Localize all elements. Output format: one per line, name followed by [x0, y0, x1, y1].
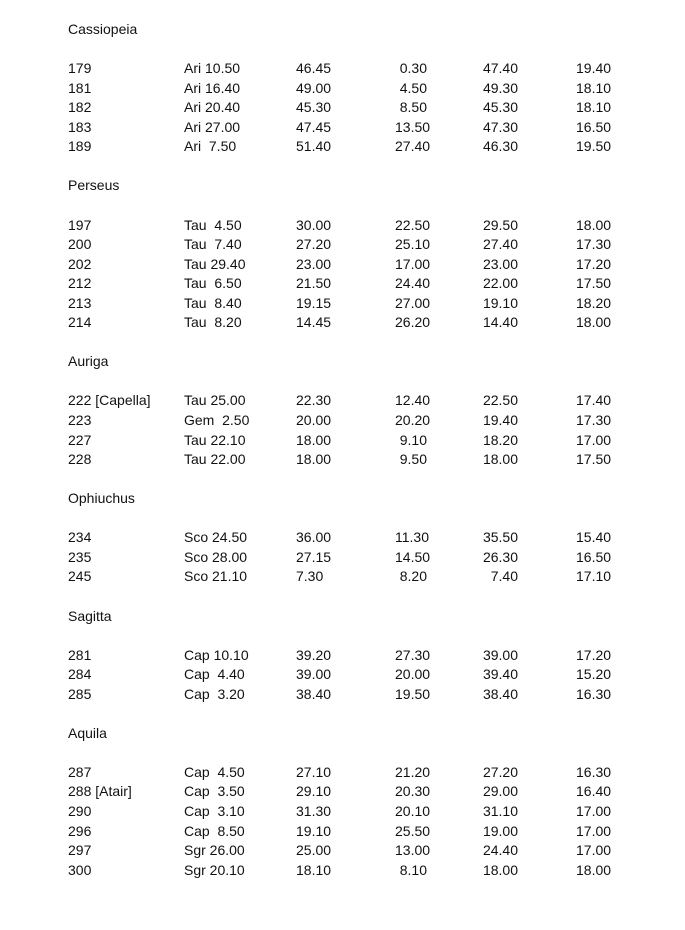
table-cell: 47.30	[482, 118, 518, 135]
table-row	[0, 215, 685, 235]
table-cell: 16.40	[576, 783, 612, 800]
table-cell: 23.00	[482, 255, 518, 272]
table-cell: 213	[68, 294, 92, 311]
table-cell: 27.40	[482, 236, 518, 253]
table-cell: 179	[68, 60, 92, 77]
table-cell: 39.40	[482, 666, 518, 683]
table-cell: 18.10	[296, 861, 332, 878]
table-cell: 14.50	[395, 548, 431, 565]
table-cell: 39.00	[482, 646, 518, 663]
table-cell: 47.45	[296, 118, 332, 135]
table-cell: 17.50	[576, 451, 612, 468]
table-cell: 8.10	[399, 861, 427, 878]
table-cell: 9.50	[399, 451, 427, 468]
table-cell: 15.20	[576, 666, 612, 683]
table-cell: 16.30	[576, 763, 612, 780]
table-cell: 19.50	[576, 138, 612, 155]
table-cell: 18.00	[482, 451, 518, 468]
table-cell: 31.30	[296, 803, 332, 819]
table-cell: 19.10	[296, 822, 332, 839]
table-cell: 39.20	[296, 646, 332, 663]
table-cell: Tau 4.50	[184, 216, 242, 233]
table-cell: Tau 22.10	[184, 431, 246, 448]
table-cell: 15.40	[576, 529, 612, 546]
table-cell: 287	[68, 763, 92, 780]
table-cell: 9.10	[399, 431, 427, 448]
table-row	[0, 781, 685, 801]
table-cell: Ari 7.50	[184, 138, 237, 155]
table-row	[0, 234, 685, 254]
table-row	[0, 254, 685, 274]
table-cell: 19.40	[482, 412, 518, 428]
table-row	[0, 273, 685, 293]
table-cell: 20.30	[395, 783, 431, 800]
table-row	[0, 566, 685, 586]
table-row	[0, 97, 685, 117]
table-cell: 23.00	[296, 255, 332, 272]
table-cell: 11.30	[395, 529, 429, 546]
table-cell: 284	[68, 666, 92, 683]
table-cell: Cap 4.40	[184, 666, 245, 683]
table-cell: Ari 27.00	[184, 118, 241, 135]
table-cell: 234	[68, 529, 92, 546]
table-cell: Sco 21.10	[184, 568, 248, 585]
table-cell: 27.20	[482, 763, 518, 780]
table-cell: 245	[68, 568, 92, 585]
table-cell: 20.20	[395, 412, 431, 428]
table-cell: 46.45	[296, 60, 332, 77]
table-cell: 17.00	[576, 822, 612, 839]
table-cell: 45.30	[296, 99, 332, 116]
table-cell: Ari 20.40	[184, 99, 241, 116]
table-cell: 235	[68, 548, 92, 565]
table-row	[0, 136, 685, 156]
table-cell: 8.20	[399, 568, 427, 585]
table-cell: 13.50	[395, 118, 431, 135]
table-cell: 12.40	[395, 392, 431, 409]
table-cell: 25.00	[296, 842, 332, 859]
table-cell: 49.00	[296, 79, 332, 96]
table-cell: Tau 8.20	[184, 314, 242, 331]
table-cell: Tau 25.00	[184, 392, 246, 409]
table-cell: 202	[68, 255, 92, 272]
table-cell: 17.50	[576, 275, 612, 292]
table-row	[0, 762, 685, 782]
table-cell: 290	[68, 803, 92, 819]
table-cell: 29.50	[482, 216, 518, 233]
table-cell: 20.10	[395, 803, 431, 819]
table-cell: 21.50	[296, 275, 332, 292]
table-row	[0, 390, 685, 410]
table-cell: 18.00	[296, 451, 332, 468]
table-cell: 18.00	[482, 861, 518, 878]
table-cell: 227	[68, 431, 92, 448]
table-cell: 20.00	[296, 412, 332, 428]
table-cell: Gem 2.50	[184, 412, 250, 428]
table-cell: Tau 29.40	[184, 255, 246, 272]
table-cell: 222 [Capella]	[68, 392, 151, 409]
table-cell: Cap 8.50	[184, 822, 245, 839]
table-cell: 45.30	[482, 99, 518, 116]
table-cell: 25.50	[395, 822, 431, 839]
table-cell: 19.10	[482, 294, 518, 311]
table-cell: 285	[68, 685, 92, 702]
table-cell: 7.30	[296, 568, 324, 585]
table-cell: 16.30	[576, 685, 612, 702]
table-cell: 189	[68, 138, 92, 155]
table-cell: 27.15	[296, 548, 332, 565]
table-cell: 19.00	[482, 822, 518, 839]
table-cell: 17.30	[576, 236, 612, 253]
table-row	[0, 312, 685, 332]
table-row	[0, 547, 685, 567]
table-cell: 288 [Atair]	[68, 783, 132, 800]
table-row	[0, 801, 685, 821]
table-cell: 17.00	[576, 803, 612, 819]
table-cell: Sco 24.50	[184, 529, 248, 546]
table-cell: 16.50	[576, 548, 612, 565]
table-cell: 14.40	[482, 314, 518, 331]
table-cell: 26.20	[395, 314, 431, 331]
table-cell: 17.30	[576, 412, 612, 428]
table-cell: 27.00	[395, 294, 431, 311]
table-cell: 22.50	[482, 392, 518, 409]
table-cell: Tau 22.00	[184, 451, 246, 468]
table-cell: Cap 4.50	[184, 763, 245, 780]
table-cell: 16.50	[576, 118, 612, 135]
table-cell: Sgr 20.10	[184, 861, 245, 878]
table-cell: 24.40	[482, 842, 518, 859]
table-row	[0, 58, 685, 78]
table-cell: 181	[68, 79, 92, 96]
section-heading: Cassiopeia	[68, 21, 138, 37]
table-cell: 212	[68, 275, 92, 292]
table-row	[0, 645, 685, 665]
table-cell: 14.45	[296, 314, 332, 331]
table-cell: 49.30	[482, 79, 518, 96]
table-cell: 17.00	[395, 255, 431, 272]
table-cell: 17.00	[576, 842, 612, 859]
table-cell: Ari 16.40	[184, 79, 241, 96]
table-cell: 24.40	[395, 275, 431, 292]
table-row	[0, 821, 685, 841]
table-row	[0, 293, 685, 313]
table-cell: 182	[68, 99, 92, 116]
table-row	[0, 860, 685, 880]
table-cell: Tau 7.40	[184, 236, 242, 253]
table-cell: 18.00	[576, 861, 612, 878]
table-cell: 281	[68, 646, 92, 663]
table-cell: 17.20	[576, 255, 612, 272]
table-cell: 19.40	[576, 60, 612, 77]
table-cell: 29.00	[482, 783, 518, 800]
table-cell: 47.40	[482, 60, 518, 77]
table-row	[0, 410, 685, 430]
table-cell: 26.30	[482, 548, 518, 565]
table-cell: 27.40	[395, 138, 431, 155]
table-cell: 19.15	[296, 294, 332, 311]
table-cell: 22.50	[395, 216, 431, 233]
table-cell: Cap 3.20	[184, 685, 245, 702]
table-cell: Cap 10.10	[184, 646, 249, 663]
table-cell: 4.50	[399, 79, 427, 96]
table-cell: 18.20	[482, 431, 518, 448]
table-cell: 17.00	[576, 431, 612, 448]
table-cell: 300	[68, 861, 92, 878]
table-cell: 200	[68, 236, 92, 253]
table-cell: 228	[68, 451, 92, 468]
table-row	[0, 664, 685, 684]
table-cell: 18.10	[576, 79, 612, 96]
table-row	[0, 840, 685, 860]
table-cell: 183	[68, 118, 92, 135]
table-cell: Cap 3.10	[184, 803, 245, 819]
table-cell: 17.20	[576, 646, 612, 663]
table-cell: 22.00	[482, 275, 518, 292]
table-cell: 27.30	[395, 646, 431, 663]
table-cell: Tau 6.50	[184, 275, 242, 292]
table-cell: Sco 28.00	[184, 548, 248, 565]
table-cell: 197	[68, 216, 92, 233]
table-cell: 7.40	[490, 568, 518, 585]
table-cell: 29.10	[296, 783, 332, 800]
table-cell: 223	[68, 412, 92, 428]
table-cell: 0.30	[399, 60, 427, 77]
table-row	[0, 684, 685, 704]
table-cell: 214	[68, 314, 92, 331]
section-heading: Ophiuchus	[68, 490, 135, 507]
table-cell: 46.30	[482, 138, 518, 155]
table-cell: 13.00	[395, 842, 431, 859]
table-cell: 38.40	[296, 685, 332, 702]
table-cell: 20.00	[395, 666, 431, 683]
table-cell: 18.10	[576, 99, 612, 116]
table-cell: 39.00	[296, 666, 332, 683]
table-cell: 30.00	[296, 216, 332, 233]
section-heading: Auriga	[68, 353, 109, 370]
table-cell: 18.00	[576, 216, 612, 233]
table-cell: 18.00	[296, 431, 332, 448]
table-cell: 51.40	[296, 138, 332, 155]
table-cell: 18.20	[576, 294, 612, 311]
table-row	[0, 449, 685, 469]
table-cell: 38.40	[482, 685, 518, 702]
table-row	[0, 527, 685, 547]
table-cell: 19.50	[395, 685, 431, 702]
table-cell: 36.00	[296, 529, 332, 546]
table-cell: 31.10	[482, 803, 518, 819]
table-cell: Tau 8.40	[184, 294, 242, 311]
section-heading: Sagitta	[68, 607, 112, 624]
table-cell: 25.10	[395, 236, 431, 253]
table-row	[0, 430, 685, 450]
table-cell: 18.00	[576, 314, 612, 331]
table-cell: Sgr 26.00	[184, 842, 245, 859]
table-cell: 27.20	[296, 236, 332, 253]
table-cell: 35.50	[482, 529, 518, 546]
section-heading: Aquila	[68, 724, 107, 741]
table-cell: Cap 3.50	[184, 783, 245, 800]
table-cell: 296	[68, 822, 92, 839]
table-cell: 297	[68, 842, 92, 859]
table-cell: 17.40	[576, 392, 612, 409]
table-cell: 17.10	[576, 568, 612, 585]
table-cell: 21.20	[395, 763, 431, 780]
table-cell: 22.30	[296, 392, 332, 409]
table-cell: 8.50	[399, 99, 427, 116]
table-cell: 27.10	[296, 763, 332, 780]
section-heading: Perseus	[68, 177, 120, 194]
table-cell: Ari 10.50	[184, 60, 241, 77]
table-row	[0, 78, 685, 98]
table-row	[0, 117, 685, 137]
